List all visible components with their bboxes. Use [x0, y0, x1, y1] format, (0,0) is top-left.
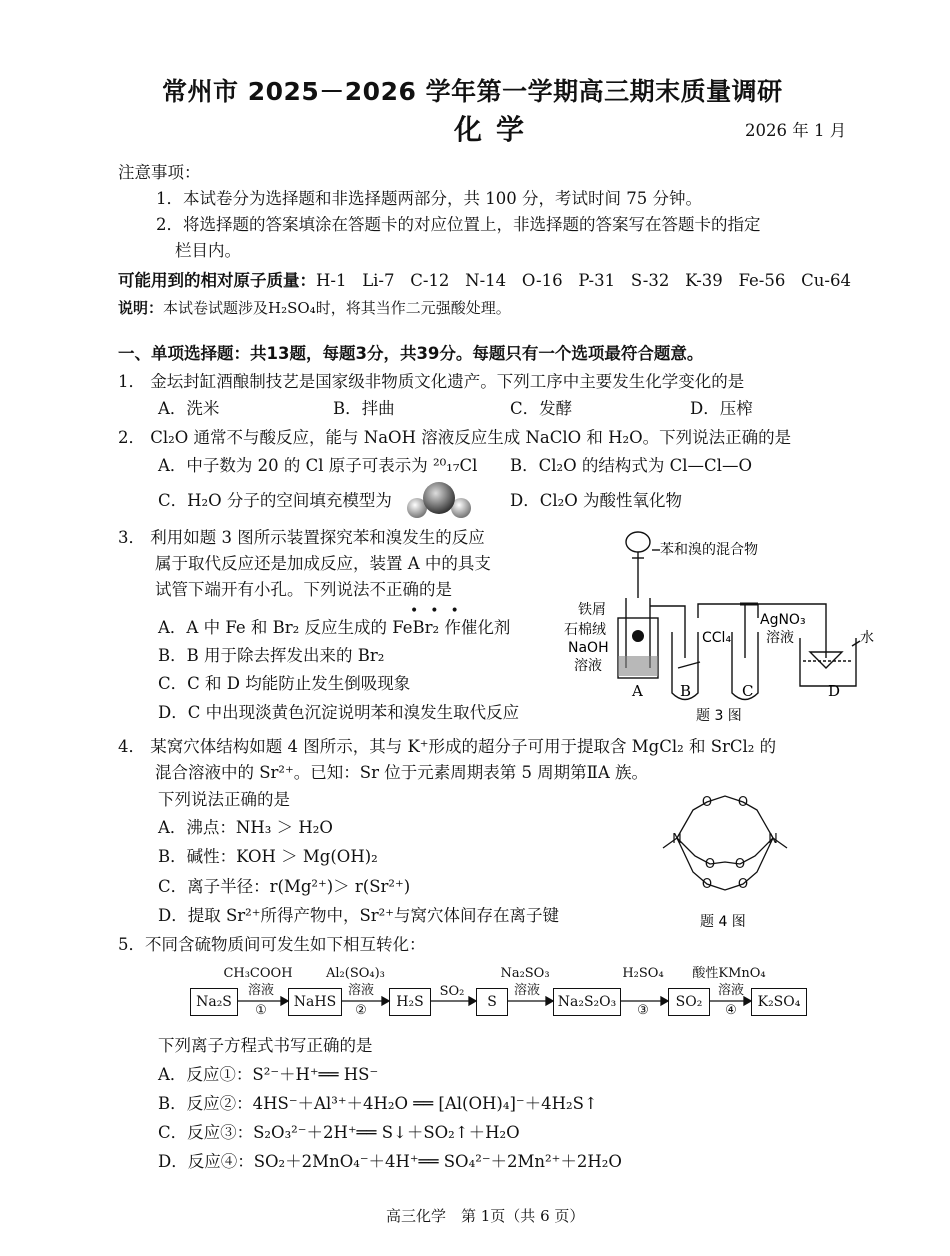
arrow-5-reagent: H₂SO₄	[622, 966, 664, 981]
fig3-label-naoh-solution: 溶液	[574, 658, 602, 674]
arrow-1-reagent: CH₃COOH	[223, 966, 293, 981]
q4-option-d: D．提取 Sr²⁺所得产物中，Sr²⁺与窝穴体间存在离子键	[158, 906, 560, 925]
q2-option-b: B．Cl₂O 的结构式为 Cl—Cl—O	[510, 456, 752, 475]
q3-option-a: A．A 中 Fe 和 Br₂ 反应生成的 FeBr₂ 作催化剂	[158, 618, 511, 637]
arrow-6-reagent: 酸性KMnO₄	[692, 966, 766, 981]
q1-option-d: D．压榨	[690, 399, 753, 418]
atomic-masses-label: 可能用到的相对原子质量：	[118, 271, 316, 290]
q3-apparatus-figure	[560, 528, 890, 728]
fig3-label-b: B	[680, 682, 692, 700]
q4-cryptand-figure	[655, 776, 795, 936]
note-item-1: 1．本试卷分为选择题和非选择题两部分，共 100 分，考试时间 75 分钟。	[156, 189, 702, 208]
q3-stem-line1: 3． 利用如题 3 图所示装置探究苯和溴发生的反应	[118, 528, 485, 547]
exam-title: 常州市 2025－2026 学年第一学期高三期末质量调研	[162, 77, 783, 106]
q5-option-d: D．反应④：SO₂＋2MnO₄⁻＋4H⁺══ SO₄²⁻＋2Mn²⁺＋2H₂O	[158, 1152, 622, 1171]
fig3-label-agno3: AgNO₃	[760, 612, 806, 628]
explain-note	[118, 297, 511, 319]
arrow-2-condition: 溶液	[347, 983, 374, 998]
q4-option-b: B．碱性：KOH ＞ Mg(OH)₂	[158, 847, 378, 866]
q4-stem-line1: 4． 某窝穴体结构如题 4 图所示，其与 K⁺形成的超分子可用于提取含 MgCl₂ 和 SrCl₂ 的	[118, 737, 777, 756]
arrow-2-number: ②	[355, 1003, 367, 1018]
species-box: S	[476, 988, 508, 1016]
explain-label: 说明：	[118, 299, 164, 317]
exam-date: 2026 年 1 月	[745, 121, 847, 140]
atomic-masses	[118, 270, 851, 292]
q3-option-d: D．C 中出现淡黄色沉淀说明苯和溴发生取代反应	[158, 703, 520, 722]
arrow-6-number: ④	[725, 1003, 737, 1018]
q4-stem-line2: 混合溶液中的 Sr²⁺。已知：Sr 位于元素周期表第 5 周期第ⅡA 族。	[155, 763, 649, 782]
notes-heading: 注意事项：	[118, 163, 201, 182]
fig3-label-mix: 苯和溴的混合物	[660, 542, 758, 558]
q5-sub-stem: 下列离子方程式书写正确的是	[158, 1036, 373, 1055]
arrow-6-condition: 溶液	[717, 983, 744, 998]
q4-option-a: A．沸点：NH₃ ＞ H₂O	[158, 818, 333, 837]
q2-option-a: A．中子数为 20 的 Cl 原子可表示为 ²⁰₁₇Cl	[158, 456, 478, 475]
explain-text: 本试卷试题涉及H₂SO₄时，将其当作二元强酸处理。	[163, 299, 511, 317]
fig3-label-c: C	[742, 682, 754, 700]
species-box: Na₂S	[190, 988, 238, 1016]
oxygen-label: O	[701, 877, 713, 892]
species-box: NaHS	[288, 988, 342, 1016]
q3-option-b: B．B 用于除去挥发出来的 Br₂	[158, 646, 385, 665]
note-item-2: 2．将选择题的答案填涂在答题卡的对应位置上，非选择题的答案写在答题卡的指定	[156, 215, 761, 234]
fig3-label-d: D	[828, 682, 841, 700]
oxygen-label: O	[737, 795, 749, 810]
section-heading: 一、单项选择题：共13题，每题3分，共39分。每题只有一个选项最符合题意。	[118, 344, 704, 363]
fig3-label-cotton: 石棉绒	[564, 622, 606, 638]
q5-stem: 5．不同含硫物质间可发生如下相互转化：	[118, 935, 426, 954]
arrow-2-reagent: Al₂(SO₄)₃	[326, 966, 385, 981]
species-box: H₂S	[389, 988, 431, 1016]
q1-option-b: B．拌曲	[333, 399, 395, 418]
species-box: Na₂S₂O₃	[553, 988, 621, 1016]
oxygen-label: O	[734, 857, 746, 872]
emphasis-dots: •••	[410, 603, 471, 619]
oxygen-label: O	[704, 857, 716, 872]
fig3-label-iron: 铁屑	[578, 602, 606, 618]
iron-filings	[632, 630, 644, 642]
atomic-masses-values: H-1 Li-7 C-12 N-14 O-16 P-31 S-32 K-39 Fe-56 Cu-64	[316, 271, 851, 290]
q5-option-b: B．反应②：4HS⁻＋Al³⁺＋4H₂O ══ [Al(OH)₄]⁻＋4H₂S↑	[158, 1094, 598, 1113]
oxygen-atom	[423, 482, 455, 514]
arrow-4-reagent: Na₂SO₃	[500, 966, 550, 981]
arrow-5-number: ③	[637, 1003, 649, 1018]
hatched-stand	[618, 656, 658, 676]
fig3-label-ccl4: CCl₄	[702, 630, 732, 646]
species-box: SO₂	[668, 988, 710, 1016]
species-box: K₂SO₄	[751, 988, 807, 1016]
q3-option-c: C．C 和 D 均能防止发生倒吸现象	[158, 674, 411, 693]
q3-stem-line2: 属于取代反应还是加成反应，装置 A 中的具支	[155, 554, 491, 573]
fig3-caption: 题 3 图	[696, 708, 742, 724]
subject-title: 化学	[454, 113, 539, 146]
q5-option-a: A．反应①：S²⁻＋H⁺══ HS⁻	[158, 1065, 379, 1084]
arrow-1-number: ①	[255, 1003, 267, 1018]
q2-option-d: D．Cl₂O 为酸性氧化物	[510, 491, 683, 510]
q2-option-c: C．H₂O 分子的空间填充模型为	[158, 491, 392, 510]
q1-option-a: A．洗米	[158, 399, 220, 418]
q4-stem-line3: 下列说法正确的是	[158, 790, 290, 809]
arrow-3-reagent: SO₂	[439, 984, 465, 999]
note-item-2-cont: 栏目内。	[175, 241, 241, 260]
oxygen-label: O	[701, 795, 713, 810]
q5-option-c: C．反应③：S₂O₃²⁻＋2H⁺══ S↓＋SO₂↑＋H₂O	[158, 1123, 520, 1142]
q1-option-c: C．发酵	[510, 399, 573, 418]
arrow-1-condition: 溶液	[247, 983, 274, 998]
oxygen-label: O	[737, 877, 749, 892]
fig3-label-a: A	[632, 682, 643, 700]
water-molecule-model	[404, 480, 474, 522]
nitrogen-label: N	[672, 832, 682, 847]
page-footer: 高三化学 第 1页（共 6 页）	[386, 1207, 585, 1225]
q4-option-c: C．离子半径：r(Mg²⁺)＞ r(Sr²⁺)	[158, 877, 411, 896]
q3-stem-line3: 试管下端开有小孔。下列说法不正确的是	[155, 580, 452, 599]
fig3-label-naoh: NaOH	[568, 640, 609, 656]
arrow-4-condition: 溶液	[513, 983, 540, 998]
nitrogen-label: N	[768, 832, 778, 847]
q2-stem: 2． Cl₂O 通常不与酸反应，能与 NaOH 溶液反应生成 NaClO 和 H₂O。下列说法正确的是	[118, 428, 792, 447]
fig4-caption: 题 4 图	[700, 914, 746, 930]
fig3-label-solution: 溶液	[766, 630, 794, 646]
q1-stem: 1． 金坛封缸酒酿制技艺是国家级非物质文化遗产。下列工序中主要发生化学变化的是	[118, 372, 745, 391]
fig3-label-water: 水	[860, 630, 874, 646]
